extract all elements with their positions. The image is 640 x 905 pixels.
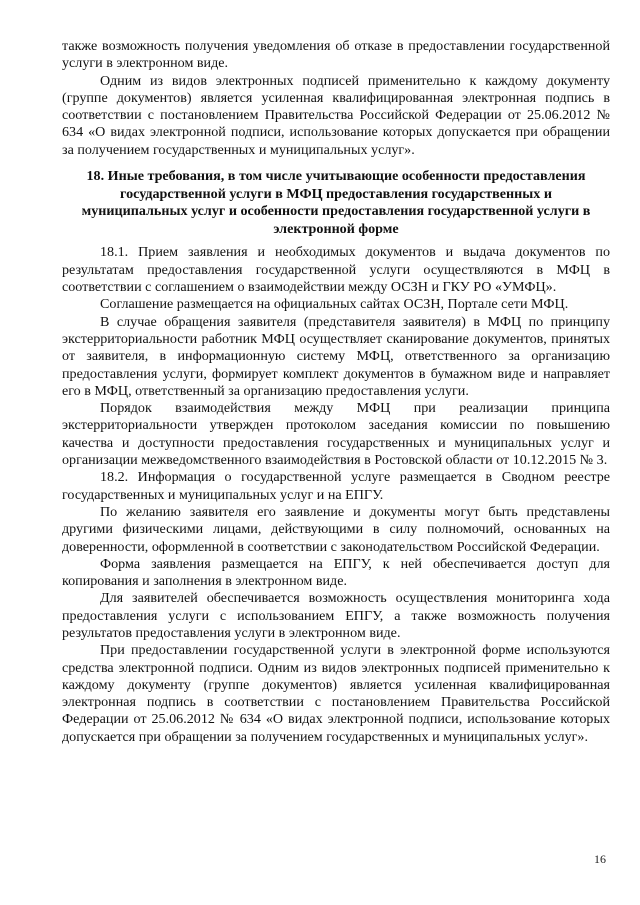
paragraph-extraterritoriality: В случае обращения заявителя (представителя заявителя) в МФЦ по принципу экстерриториальности работник МФЦ осуществляет сканирование документов, принятых от заявителя, в информационную систему МФЦ, ответственного за организацию предоставления услуги, формирует комплект документов в бумажном виде и направляет его в МФЦ, ответственный за организацию предоставления услуги.: [62, 313, 610, 399]
paragraph-electronic-signature: При предоставлении государственной услуги в электронной форме используются средства электронной подписи. Одним из видов электронных подписей применительно к каждому документу (группе документов) является усиленная квалифицированная электронная подпись в соответствии с постановлением Правительства Российской Федерации от 25.06.2012 № 634 «О видах электронной подписи, использование которых допускается при обращении за получением государственных и муниципальных услуг».: [62, 642, 610, 745]
paragraph-18-1: 18.1. Прием заявления и необходимых документов и выдача документов по результатам предоставления государственной услуги осуществляются в МФЦ в соответствии с соглашением о взаимодействии между ОСЗН и ГКУ РО «УМФЦ».: [62, 244, 610, 296]
paragraph-intro-continuation: также возможность получения уведомления об отказе в предоставлении государственной услуги в электронном виде.: [62, 38, 610, 72]
paragraph-interaction-order: Порядок взаимодействия между МФЦ при реализации принципа экстерриториальности утвержден протоколом заседания комиссии по повышению качества и доступности предоставления государственных и муниципальных услуг и организации межведомственного взаимодействия в Ростовской области от 10.12.2015 № 3.: [62, 400, 610, 469]
paragraph-agreement: Соглашение размещается на официальных сайтах ОСЗН, Портале сети МФЦ.: [100, 296, 569, 313]
page-number: 16: [594, 852, 606, 866]
paragraph-intro-signature: Одним из видов электронных подписей применительно к каждому документу (группе документов) является усиленная квалифицированная электронная подпись в соответствии с постановлением Правительства Российской Федерации от 25.06.2012 № 634 «О видах электронной подписи, использование которых допускается при обращении за получением государственных и муниципальных услуг».: [62, 72, 610, 158]
document-page: [62, 38, 610, 746]
section-heading: 18. Иные требования, в том числе учитывающие особенности предоставления государственной услуги в МФЦ предоставления государственных и муниципальных услуг и особенности предоставления государственной услуги в электронной форме: [81, 168, 591, 237]
paragraph-application-form: Форма заявления размещается на ЕПГУ, к ней обеспечивается доступ для копирования и заполнения в электронном виде.: [62, 555, 610, 590]
paragraph-monitoring: Для заявителей обеспечивается возможность осуществления мониторинга хода предоставления услуги с использованием ЕПГУ, а также возможность получения результатов предоставления услуги в электронном виде.: [62, 590, 610, 641]
paragraph-18-2: 18.2. Информация о государственной услуге размещается в Сводном реестре государственных и муниципальных услуг и на ЕПГУ.: [62, 469, 610, 503]
paragraph-representatives: По желанию заявителя его заявление и документы могут быть представлены другими физическими лицами, действующими в силу полномочий, основанных на доверенности, оформленной в соответствии с законодательством Российской Федерации.: [62, 503, 610, 555]
